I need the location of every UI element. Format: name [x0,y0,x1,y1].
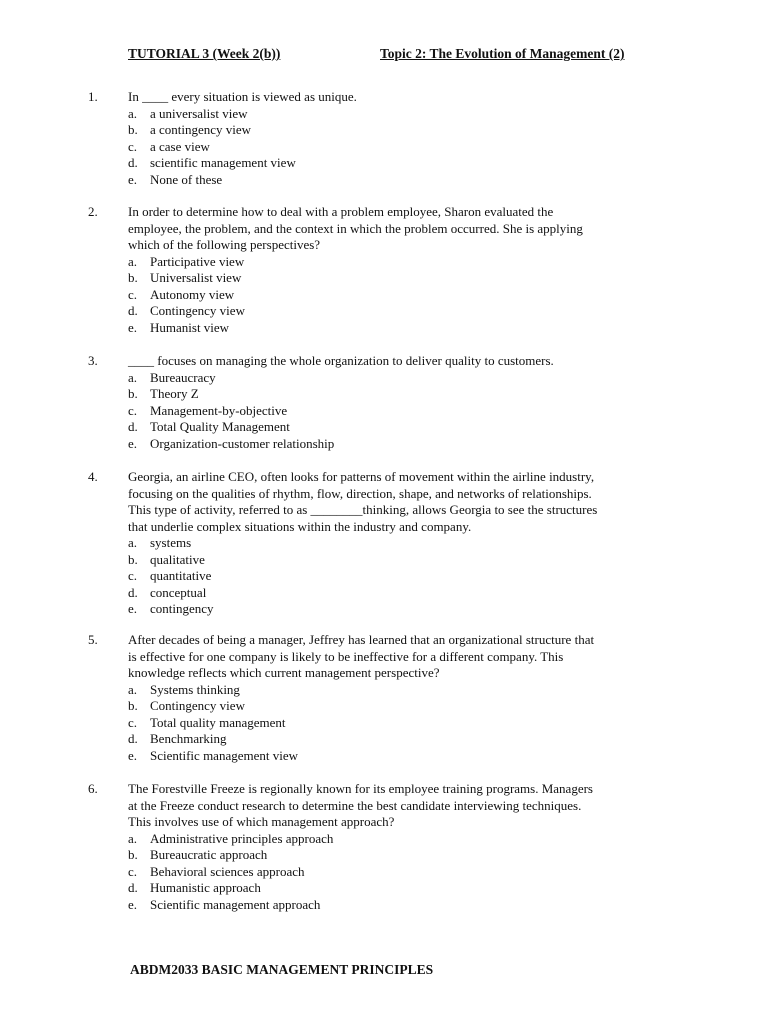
question-number: 2. [88,204,98,219]
question-stem-line: which of the following perspectives? [128,237,321,252]
question-stem [128,632,633,682]
option-text: Humanistic approach [150,880,261,895]
option-letter: a. [128,681,138,697]
option-text: Total Quality Management [150,419,290,434]
option-text: Bureaucracy [150,369,216,385]
option-letter: a. [128,535,138,550]
option-text: a case view [150,138,210,154]
question-stem-line: ____ focuses on managing the whole organization to deliver quality to customers. [128,353,554,368]
question-stem [128,353,633,370]
option-text: Contingency view [150,698,245,713]
option-text: Scientific management view [150,747,299,763]
option-letter: b. [128,122,138,137]
option-letter: a. [128,369,138,385]
question-stem-line: knowledge reflects which current management perspective? [128,665,440,680]
option-text: conceptual [150,584,207,600]
option-text: Scientific management approach [150,896,321,912]
question-stem-line: is effective for one company is likely to be ineffective for a different company. This [128,648,564,664]
option-letter: e. [128,601,138,616]
option-text: Humanist view [150,319,230,335]
option-letter: b. [128,551,138,567]
option-text: Theory Z [150,386,199,401]
option-text: contingency [150,601,214,616]
option-text: Contingency view [150,303,245,318]
question-number: 6. [88,781,98,796]
option-text: None of these [150,171,223,187]
question-stem [128,204,633,254]
option-letter: c. [128,286,138,302]
option-letter: b. [128,386,138,401]
option-letter: b. [128,698,138,713]
option-text: Systems thinking [150,681,240,697]
option-letter: d. [128,880,138,895]
option-letter: c. [128,863,138,879]
question-stem-line: at the Freeze conduct research to determine the best candidate interviewing techniques. [128,797,582,813]
question-stem-line: This type of activity, referred to as ________thinking, allows Georgia to see the structures [128,502,598,517]
question-stem-line: In order to determine how to deal with a problem employee, Sharon evaluated the [128,204,554,219]
option-letter: d. [128,584,138,600]
option-letter: a. [128,253,138,269]
option-letter: a. [128,105,138,121]
option-text: Organization-customer relationship [150,435,335,451]
option-letter: e. [128,435,138,451]
option-letter: c. [128,138,138,154]
option-text: Benchmarking [150,731,227,746]
course-footer: ABDM2033 BASIC MANAGEMENT PRINCIPLES [130,962,434,977]
option-text: Management-by-objective [150,402,288,418]
option-text: Total quality management [150,714,286,730]
question-stem-line: In ____ every situation is viewed as unique. [128,89,357,104]
option-letter: d. [128,155,138,170]
question-number: 5. [88,632,98,647]
option-letter: b. [128,847,138,862]
question-stem-line: The Forestville Freeze is regionally known for its employee training programs. Managers [128,781,593,796]
tutorial-title: TUTORIAL 3 (Week 2(b)) [128,46,281,61]
question-stem [128,469,633,535]
topic-title: Topic 2: The Evolution of Management (2) [380,46,625,61]
question-stem-line: employee, the problem, and the context in which the problem occurred. She is applying [128,220,583,236]
option-letter: e. [128,747,138,763]
option-letter: b. [128,270,138,285]
option-letter: a. [128,830,138,846]
question-number: 1. [88,89,98,104]
question-number: 4. [88,469,98,484]
option-text: qualitative [150,551,205,567]
option-letter: c. [128,568,138,583]
question-stem-line: After decades of being a manager, Jeffrey has learned that an organizational structure that [128,632,595,647]
option-text: Universalist view [150,270,242,285]
option-text: quantitative [150,568,212,583]
option-text: Autonomy view [150,286,235,302]
option-text: a universalist view [150,105,248,121]
question-stem [128,89,633,106]
question-stem-line: focusing on the qualities of rhythm, flow, direction, shape, and networks of relationships. [128,485,592,501]
option-letter: e. [128,896,138,912]
question-stem-line: that underlie complex situations within the industry and company. [128,518,472,534]
option-text: systems [150,535,192,550]
option-text: Participative view [150,253,245,269]
option-letter: e. [128,319,138,335]
option-letter: d. [128,731,138,746]
question-stem-line: Georgia, an airline CEO, often looks for patterns of movement within the airline industry, [128,469,595,484]
option-letter: c. [128,402,138,418]
option-text: Behavioral sciences approach [150,863,305,879]
option-letter: d. [128,419,138,434]
question-number: 3. [88,353,98,368]
option-letter: c. [128,714,138,730]
option-text: a contingency view [150,122,252,137]
question-stem-line: This involves use of which management approach? [128,814,395,829]
option-text: Bureaucratic approach [150,847,268,862]
option-text: Administrative principles approach [150,830,334,846]
option-letter: d. [128,303,138,318]
option-text: scientific management view [150,155,296,170]
question-stem [128,781,633,831]
option-letter: e. [128,171,138,187]
